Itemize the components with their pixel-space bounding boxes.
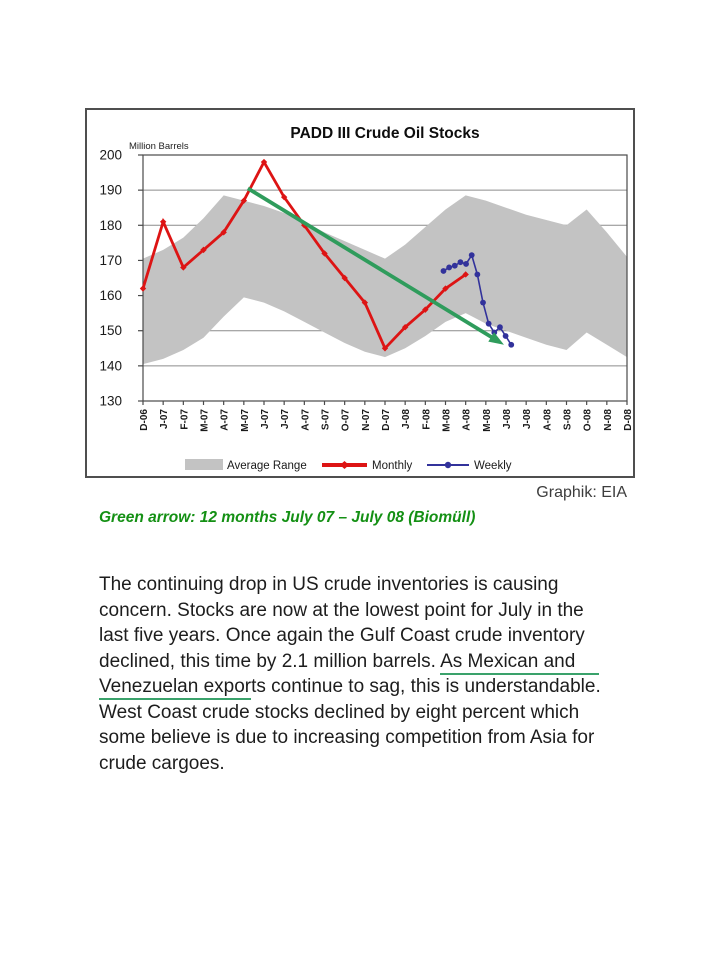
svg-text:200: 200 bbox=[99, 147, 122, 163]
svg-text:J-07: J-07 bbox=[159, 409, 171, 430]
svg-text:A-07: A-07 bbox=[300, 409, 312, 431]
chart-figure bbox=[85, 108, 635, 478]
chart-title: PADD III Crude Oil Stocks bbox=[290, 125, 480, 142]
svg-text:J-08: J-08 bbox=[522, 409, 534, 430]
article-line bbox=[99, 598, 644, 624]
arrow-caption: Green arrow: 12 months July 07 – July 08 (Biomüll) bbox=[99, 509, 476, 526]
article-line bbox=[99, 572, 644, 598]
article-paragraph bbox=[99, 572, 644, 776]
article-text: last five years. Once again the Gulf Coast crude inventory bbox=[99, 625, 585, 646]
article-text: The continuing drop in US crude inventories is causing bbox=[99, 574, 559, 595]
svg-text:150: 150 bbox=[99, 323, 122, 339]
svg-text:N-08: N-08 bbox=[602, 409, 614, 431]
svg-text:Weekly: Weekly bbox=[474, 460, 512, 472]
article-line bbox=[99, 700, 644, 726]
svg-text:D-06: D-06 bbox=[139, 409, 150, 431]
svg-text:O-08: O-08 bbox=[582, 408, 594, 432]
svg-text:190: 190 bbox=[99, 182, 122, 198]
y-axis bbox=[99, 148, 143, 409]
svg-text:D-07: D-07 bbox=[381, 409, 392, 431]
article-text: crude cargoes. bbox=[99, 752, 225, 774]
article-text: West Coast crude stocks declined by eight percent which bbox=[99, 701, 580, 723]
svg-text:M-07: M-07 bbox=[199, 409, 211, 432]
svg-text:M-08: M-08 bbox=[481, 409, 493, 432]
svg-text:S-07: S-07 bbox=[320, 409, 332, 431]
article-text: declined, this time by 2.1 million barrels. bbox=[99, 650, 441, 672]
y-axis-units-label: Million Barrels bbox=[129, 141, 189, 152]
svg-text:130: 130 bbox=[99, 393, 122, 409]
svg-text:170: 170 bbox=[99, 252, 122, 268]
svg-text:O-07: O-07 bbox=[340, 409, 352, 432]
article-text: concern. Stocks are now at the lowest point for July in the bbox=[99, 599, 584, 621]
svg-text:M-08: M-08 bbox=[441, 409, 453, 432]
article-line bbox=[99, 623, 644, 649]
article-text: some believe is due to increasing competition from Asia for bbox=[99, 727, 595, 748]
svg-text:Average Range: Average Range bbox=[227, 460, 307, 472]
svg-text:J-08: J-08 bbox=[401, 409, 413, 430]
svg-text:A-08: A-08 bbox=[542, 409, 554, 431]
crude-oil-stocks-chart bbox=[87, 110, 633, 476]
article-line bbox=[99, 674, 644, 700]
svg-text:160: 160 bbox=[99, 288, 122, 304]
svg-text:M-07: M-07 bbox=[239, 409, 251, 432]
svg-text:J-07: J-07 bbox=[280, 409, 292, 430]
svg-text:140: 140 bbox=[99, 358, 122, 374]
x-axis bbox=[139, 401, 633, 432]
article-line bbox=[99, 751, 644, 777]
svg-text:A-08: A-08 bbox=[461, 409, 473, 431]
average-range-band bbox=[143, 195, 627, 364]
svg-text:A-07: A-07 bbox=[219, 409, 231, 431]
svg-text:S-08: S-08 bbox=[562, 409, 574, 431]
svg-text:180: 180 bbox=[99, 217, 122, 233]
credit-text: Graphik: EIA bbox=[536, 484, 627, 501]
svg-text:N-07: N-07 bbox=[360, 409, 372, 431]
svg-text:J-07: J-07 bbox=[260, 409, 271, 430]
svg-text:D-08: D-08 bbox=[623, 409, 633, 431]
article-text: ts continue to sag, this is understandable. bbox=[251, 676, 601, 697]
svg-text:Monthly: Monthly bbox=[372, 460, 413, 472]
underlined-phrase: Venezuelan expor bbox=[99, 676, 251, 700]
legend bbox=[185, 459, 512, 472]
article-line bbox=[99, 725, 644, 751]
underlined-phrase: As Mexican and bbox=[440, 651, 599, 675]
svg-text:F-07: F-07 bbox=[179, 409, 191, 430]
svg-text:F-08: F-08 bbox=[421, 409, 433, 430]
svg-text:J-08: J-08 bbox=[502, 409, 513, 430]
article-line bbox=[99, 649, 644, 675]
legend-band-swatch bbox=[185, 459, 223, 470]
